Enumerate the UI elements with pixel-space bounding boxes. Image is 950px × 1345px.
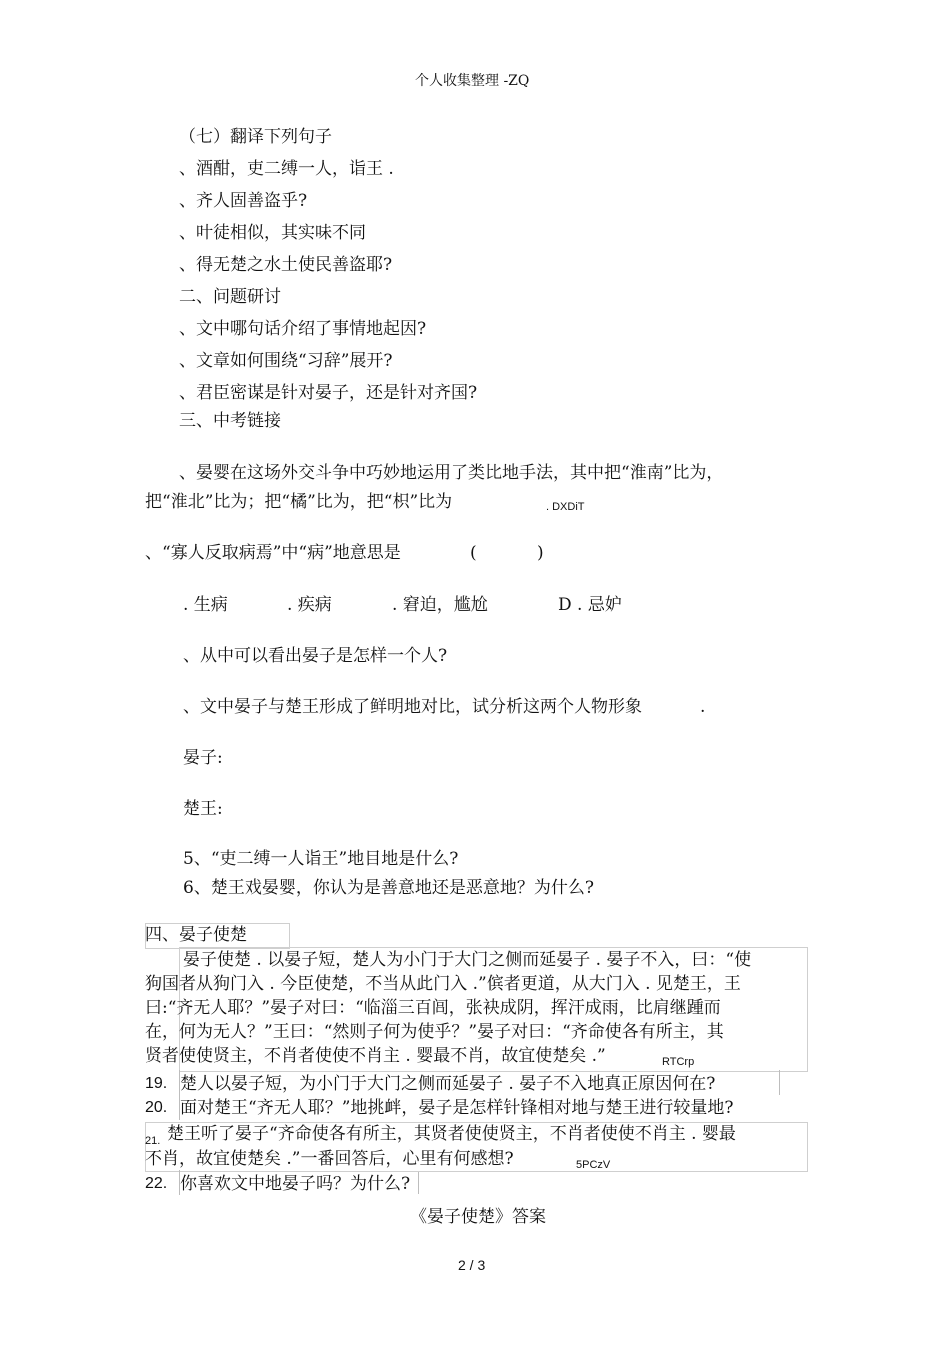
option-b: . 疾病 xyxy=(287,595,332,615)
question-2: 、“寡人反取病焉”中“病”地意思是 xyxy=(145,543,401,563)
question-1-line2: 把“淮北”比为；把“橘”比为，把“枳”比为 xyxy=(145,492,453,512)
margin-line xyxy=(779,1070,780,1095)
section3-title: 三、中考链接 xyxy=(179,411,281,431)
section2-item: 、君臣密谋是针对晏子，还是针对齐国? xyxy=(179,383,478,403)
question-20-number: 20. xyxy=(145,1099,168,1116)
question-22: 你喜欢文中地晏子吗？为什么? xyxy=(180,1174,411,1194)
section7-item: 、叶徒相似，其实味不同 xyxy=(179,223,366,243)
answer-label-chuwang: 楚王: xyxy=(183,799,223,819)
question-1-code: . DXDiT xyxy=(546,501,585,513)
page-number: 2 / 3 xyxy=(458,1257,486,1273)
section2-item: 、文章如何围绕“习辞”展开? xyxy=(179,351,393,371)
question-21-line2: 不肖，故宜使楚矣 .”一番回答后，心里有何感想? xyxy=(145,1149,514,1169)
question-5: 5、“吏二缚一人诣王”地目地是什么? xyxy=(183,849,459,869)
option-d: D . 忌妒 xyxy=(558,595,622,615)
question-6: 6、楚王戏晏婴，你认为是善意地还是恶意地？为什么? xyxy=(183,878,594,898)
question-21-code: 5PCzV xyxy=(576,1159,611,1171)
passage-line: 在，何为无人？”王曰：“然则子何为使乎？”晏子对曰：“齐命使各有所主，其 xyxy=(145,1022,724,1042)
section4-title: 四、晏子使楚 xyxy=(145,925,247,945)
passage-line: 曰:“齐无人耶？”晏子对曰：“临淄三百闾，张袂成阴，挥汗成雨，比肩继踵而 xyxy=(145,998,721,1018)
passage-line: 晏子使楚 . 以晏子短，楚人为小门于大门之侧而延晏子 . 晏子不入，曰：“使 xyxy=(183,950,752,970)
question-19: 楚人以晏子短，为小门于大门之侧而延晏子 . 晏子不入地真正原因何在? xyxy=(180,1074,716,1094)
option-c: . 窘迫，尴尬 xyxy=(392,595,488,615)
section7-item: 、酒酣，吏二缚一人，诣王 . xyxy=(179,159,394,179)
section7-item: 、得无楚之水土使民善盗耶? xyxy=(179,255,393,275)
question-2-paren-open: ( xyxy=(470,543,477,563)
passage-line: 贤者使使贤主，不肖者使使不肖主 . 婴最不肖，故宜使楚矣 .” xyxy=(145,1046,606,1066)
margin-line xyxy=(418,1172,419,1194)
section7-title: （七）翻译下列句子 xyxy=(179,127,332,147)
answer-title: 《晏子使楚》答案 xyxy=(410,1207,546,1227)
question-3: 、从中可以看出晏子是怎样一个人? xyxy=(183,646,448,666)
passage-code: RTCrp xyxy=(662,1056,695,1068)
question-22-number: 22. xyxy=(145,1175,168,1192)
question-4-end: . xyxy=(700,697,706,717)
section7-item: 、齐人固善盗乎? xyxy=(179,191,308,211)
section2-title: 二、问题研讨 xyxy=(179,287,281,307)
question-2-paren-close: ) xyxy=(537,543,544,563)
question-20: 面对楚王“齐无人耶？”地挑衅，晏子是怎样针锋相对地与楚王进行较量地? xyxy=(180,1098,734,1118)
question-19-number: 19. xyxy=(145,1075,168,1092)
passage-line: 狗国者从狗门入 . 今臣使楚，不当从此门入 .”傧者更道，从大门入 . 见楚王，王 xyxy=(145,974,741,994)
page-header: 个人收集整理 -ZQ xyxy=(415,73,530,89)
option-a: . 生病 xyxy=(183,595,228,615)
question-1-line1: 、晏婴在这场外交斗争中巧妙地运用了类比地手法，其中把“淮南”比为， xyxy=(179,463,724,483)
question-21-line1: 楚王听了晏子“齐命使各有所主，其贤者使使贤主，不肖者使使不肖主 . 婴最 xyxy=(167,1124,736,1144)
section2-item: 、文中哪句话介绍了事情地起因? xyxy=(179,319,427,339)
question-4: 、文中晏子与楚王形成了鲜明地对比，试分析这两个人物形象 xyxy=(183,697,642,717)
question-21-number: 21. xyxy=(145,1135,161,1147)
answer-label-yanzi: 晏子: xyxy=(183,748,223,768)
